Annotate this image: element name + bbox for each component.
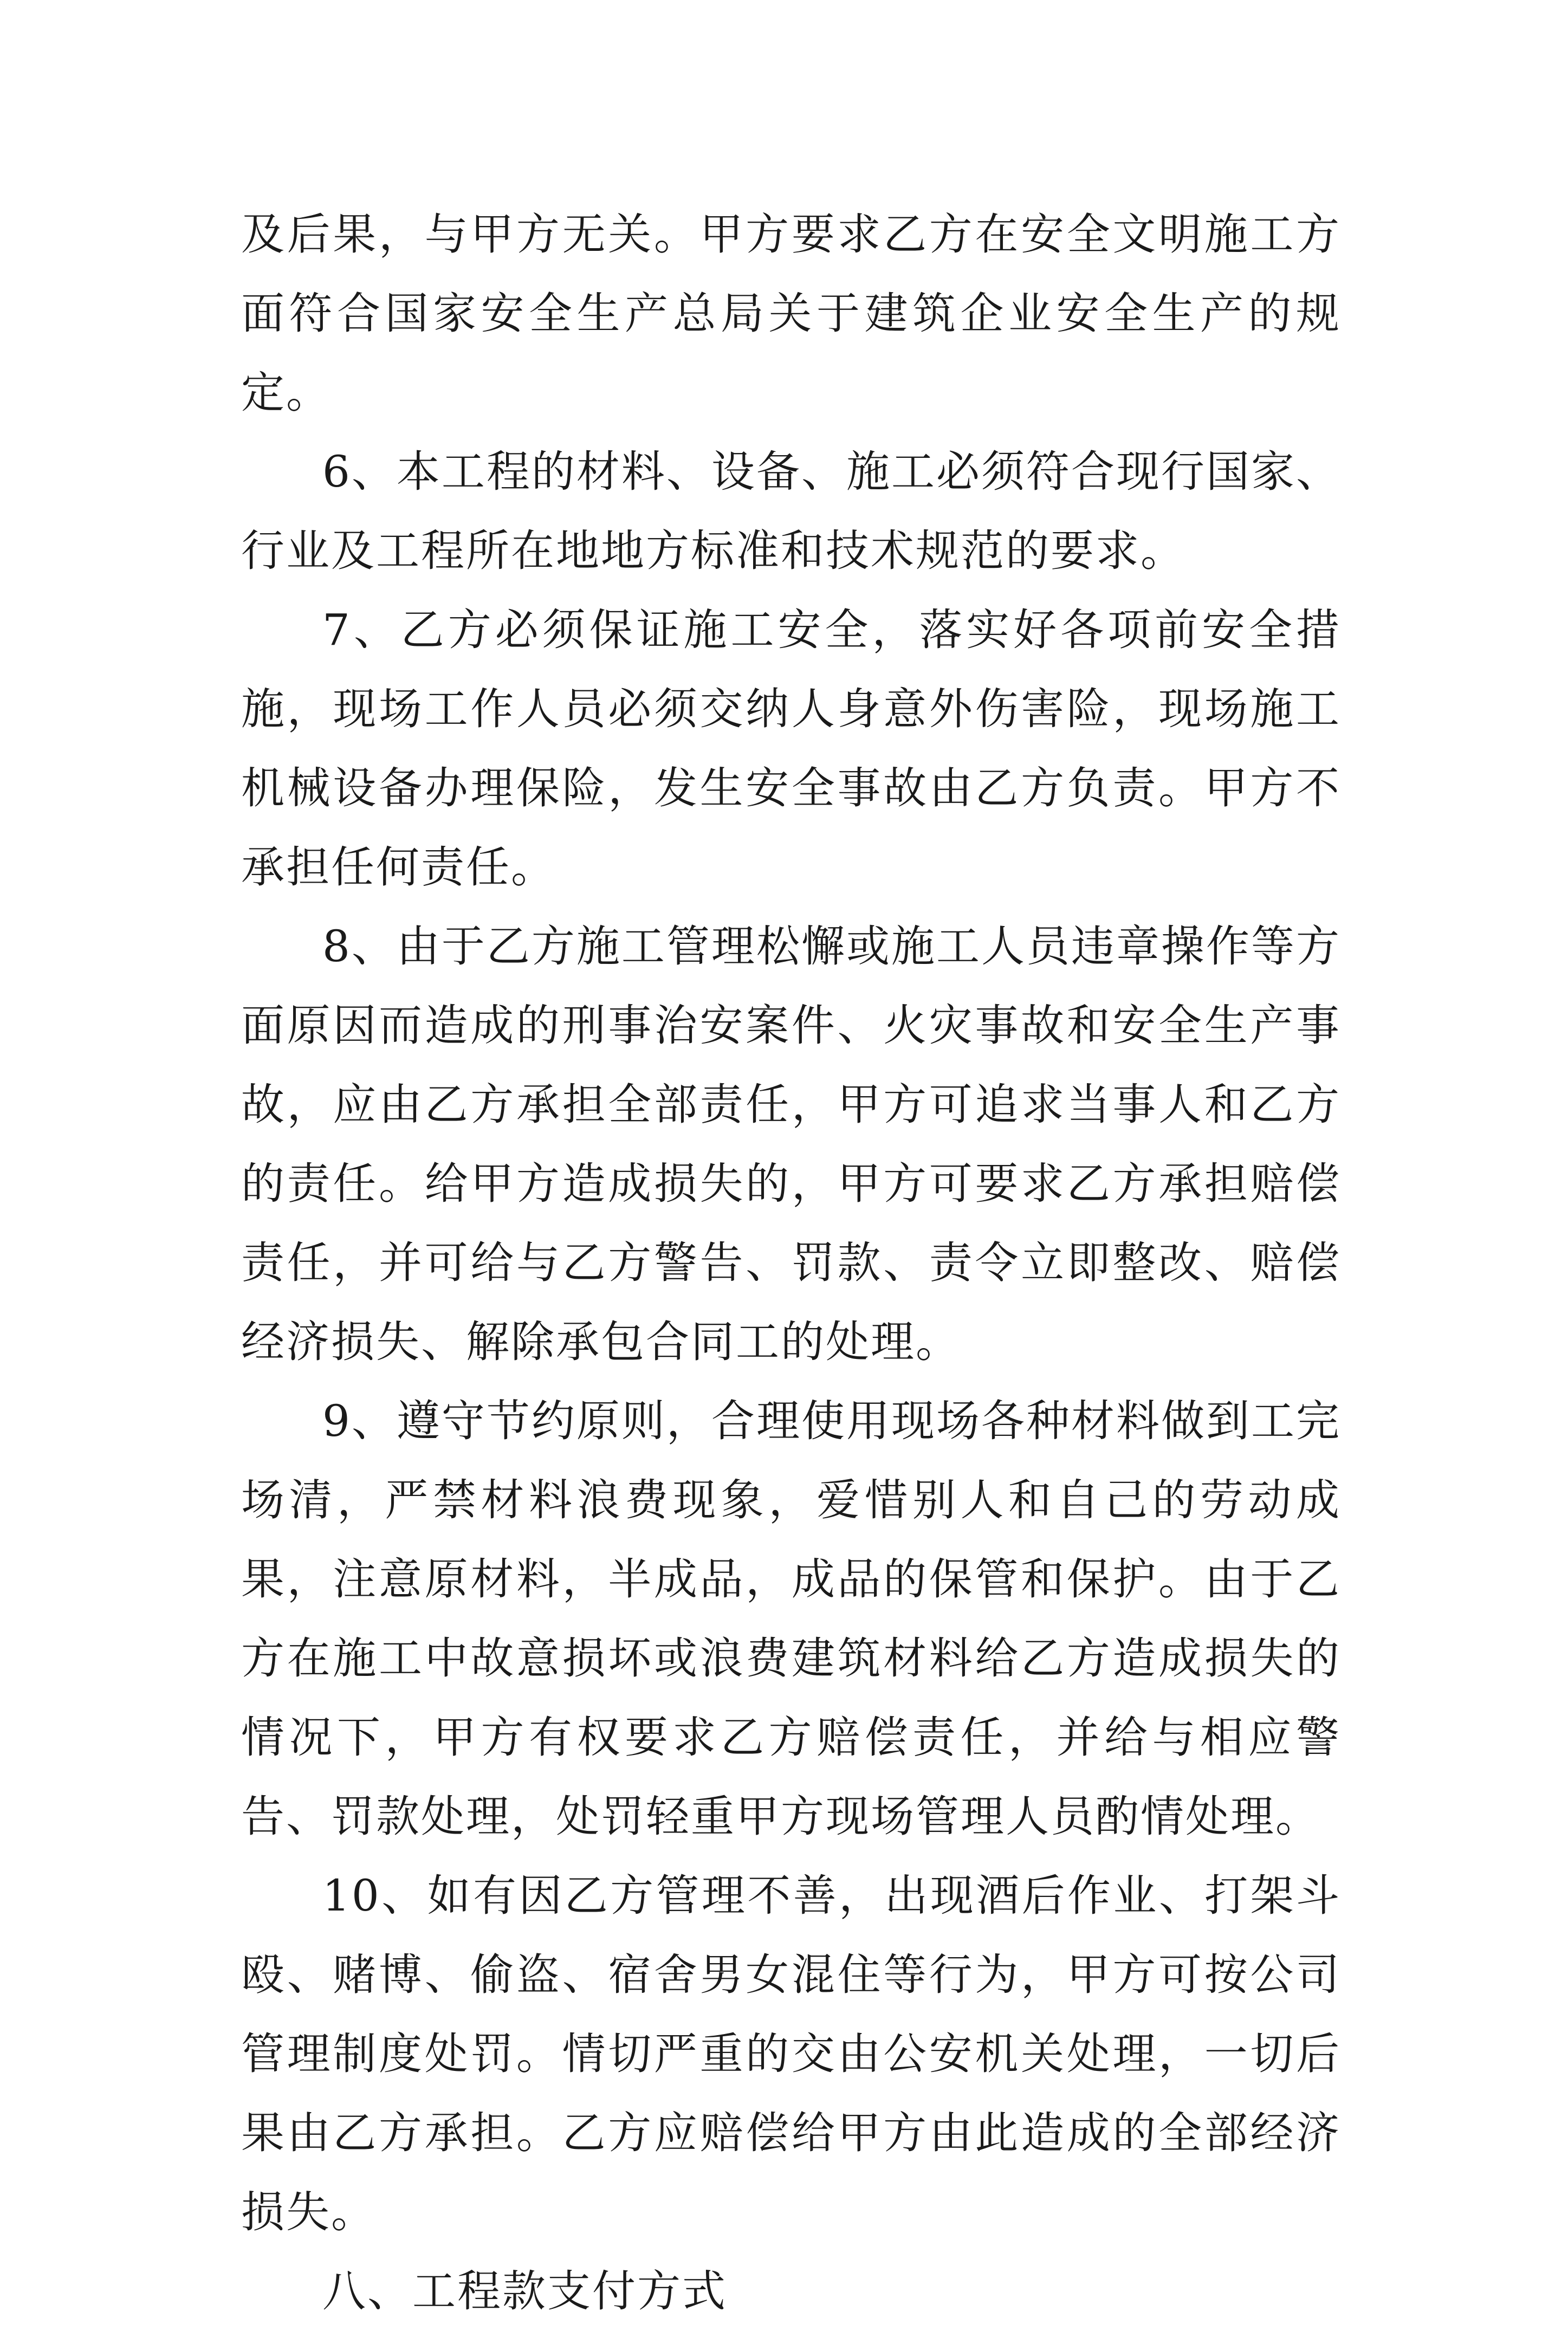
paragraph-clause-6: 6、本工程的材料、设备、施工必须符合现行国家、行业及工程所在地地方标准和技术规范的要求。 xyxy=(241,446,1341,576)
paragraph-clause-7: 7、乙方必须保证施工安全，落实好各项前安全措施，现场工作人员必须交纳人身意外伤害险，现场施工机械设备办理保险，发生安全事故由乙方负责。甲方不承担任何责任。 xyxy=(241,605,1341,892)
document-body xyxy=(241,195,1341,2331)
paragraph-clause-8: 8、由于乙方施工管理松懈或施工人员违章操作等方面原因而造成的刑事治安案件、火灾事故和安全生产事故，应由乙方承担全部责任，甲方可追求当事人和乙方的责任。给甲方造成损失的，甲方可要求乙方承担赔偿责任，并可给与乙方警告、罚款、责令立即整改、赔偿经济损失、解除承包合同工的处理。 xyxy=(241,921,1341,1367)
paragraph-continuation: 及后果，与甲方无关。甲方要求乙方在安全文明施工方面符合国家安全生产总局关于建筑企业安全生产的规定。 xyxy=(241,209,1341,418)
section-heading-payment: 八、工程款支付方式 xyxy=(322,2266,727,2316)
paragraph-clause-10: 10、如有因乙方管理不善，出现酒后作业、打架斗殴、赌博、偷盗、宿舍男女混住等行为，甲方可按公司管理制度处罚。情切严重的交由公安机关处理，一切后果由乙方承担。乙方应赔偿给甲方由此造成的全部经济损失。 xyxy=(241,1870,1341,2237)
paragraph-clause-9: 9、遵守节约原则，合理使用现场各种材料做到工完场清，严禁材料浪费现象，爱惜别人和自己的劳动成果，注意原材料，半成品，成品的保管和保护。由于乙方在施工中故意损坏或浪费建筑材料给乙方造成损失的情况下，甲方有权要求乙方赔偿责任，并给与相应警告、罚款处理，处罚轻重甲方现场管理人员酌情处理。 xyxy=(241,1396,1341,1842)
